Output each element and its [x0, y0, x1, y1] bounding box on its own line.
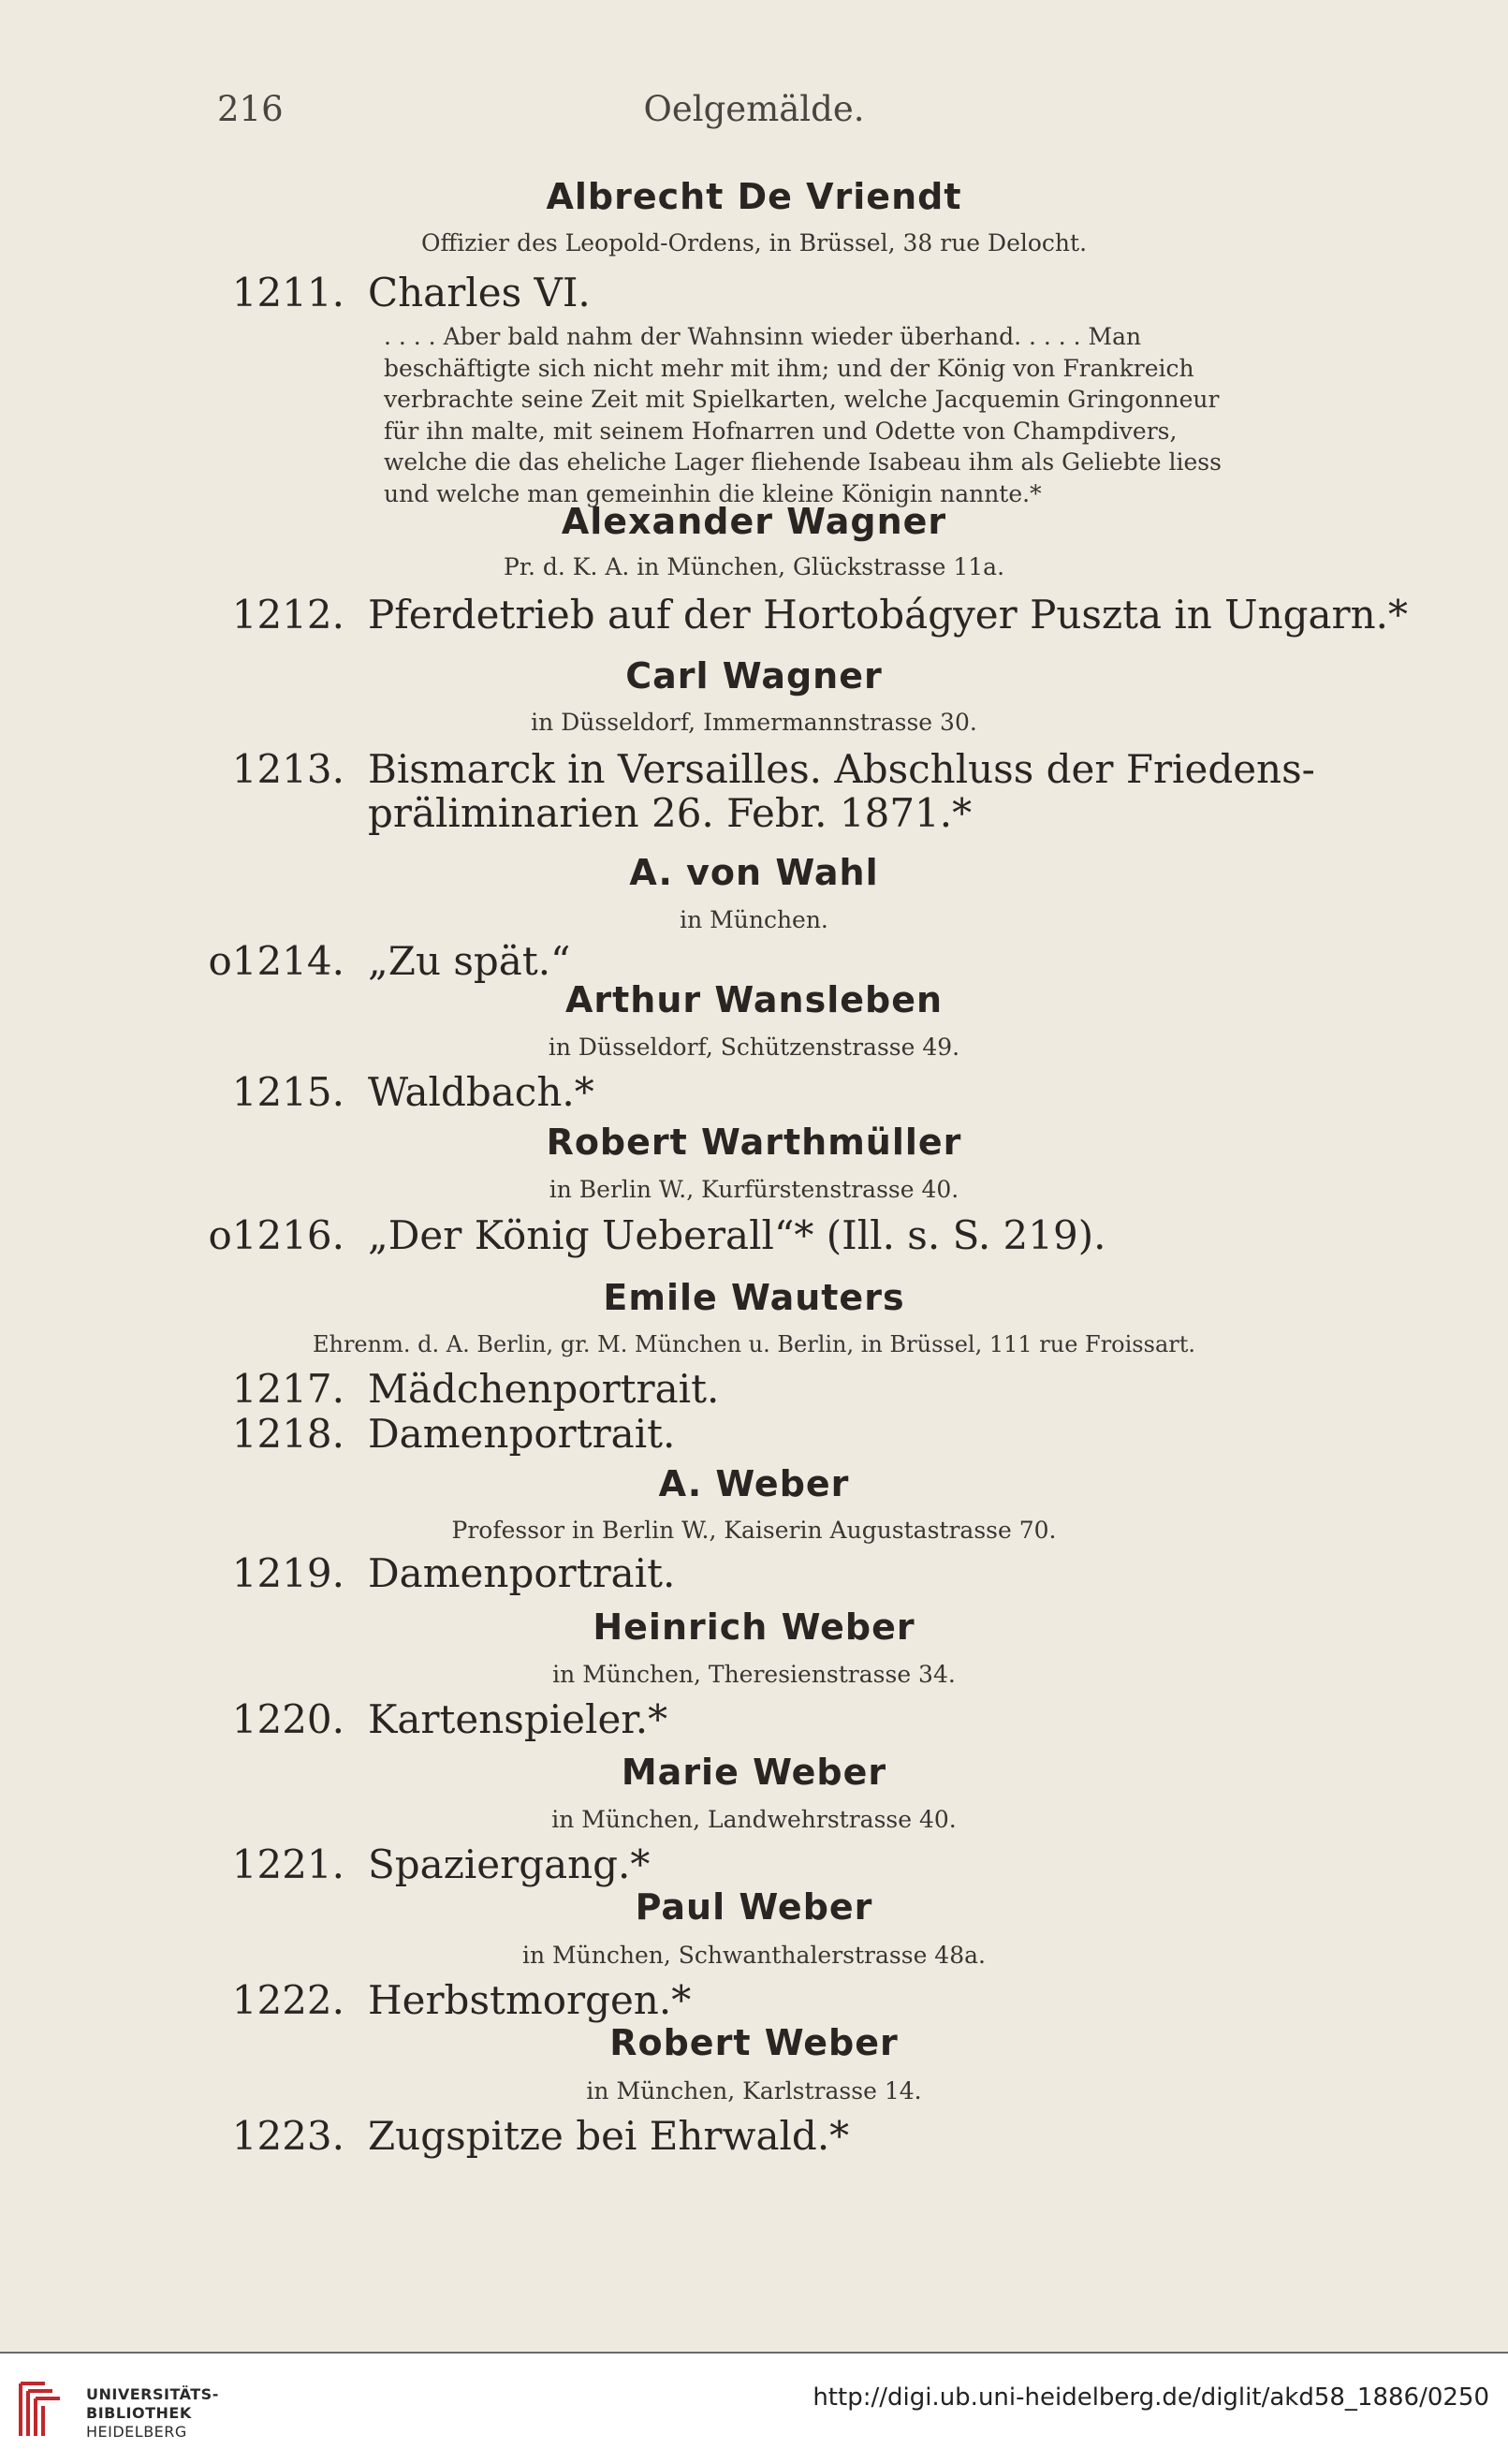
- entry-title: Charles VI.: [368, 270, 591, 315]
- library-name-line: HEIDELBERG: [86, 2423, 187, 2441]
- note-line: und welche man gemeinhin die kleine Königin nannte.*: [384, 479, 1042, 507]
- artist-address: Offizier des Leopold-Ordens, in Brüssel, 38 rue Delocht.: [420, 229, 1088, 257]
- entry-title: „Der König Ueberall“* (Ill. s. S. 219).: [368, 1212, 1106, 1258]
- entry-number: 1218.: [231, 1411, 344, 1457]
- entry-number: 1212.: [231, 592, 344, 638]
- artist-name: Albrecht De Vriendt: [546, 176, 962, 217]
- entry-title: Mädchenportrait.: [368, 1366, 720, 1412]
- artist-name: Emile Wauters: [603, 1277, 905, 1318]
- artist-address: in München, Schwanthalerstrasse 48a.: [522, 1942, 986, 1969]
- note-line: welche die das eheliche Lager fliehende Isabeau ihm als Geliebte liess: [384, 448, 1222, 476]
- artist-name: Carl Wagner: [625, 655, 883, 697]
- entry-number: 1222.: [231, 1977, 344, 2023]
- artist-address: in München, Theresienstrasse 34.: [552, 1661, 956, 1688]
- entry-title: Zugspitze bei Ehrwald.*: [368, 2113, 850, 2159]
- artist-name: Alexander Wagner: [561, 501, 947, 542]
- entry-number: o1214.: [208, 938, 344, 984]
- artist-address: in München, Karlstrasse 14.: [586, 2077, 922, 2105]
- page-title: Oelgemälde.: [643, 89, 865, 129]
- artist-name: Robert Warthmüller: [546, 1122, 962, 1163]
- artist-address: in München.: [680, 906, 828, 933]
- entry-title: Kartenspieler.*: [368, 1696, 668, 1742]
- artist-address: in Düsseldorf, Schützenstrasse 49.: [548, 1034, 960, 1061]
- note-line: beschäftigte sich nicht mehr mit ihm; und der König von Frankreich: [384, 354, 1194, 382]
- artist-address: in Düsseldorf, Immermannstrasse 30.: [531, 709, 977, 736]
- note-line: verbrachte seine Zeit mit Spielkarten, welche Jacquemin Gringonneur: [384, 386, 1220, 413]
- entry-title: „Zu spät.“: [368, 938, 571, 984]
- entry-number: 1223.: [231, 2113, 344, 2159]
- source-url-link[interactable]: http://digi.ub.uni-heidelberg.de/diglit/akd58_1886/0250: [813, 2383, 1489, 2412]
- entry-number: 1211.: [231, 270, 344, 315]
- entry-number: 1215.: [231, 1069, 344, 1115]
- artist-address: Ehrenm. d. A. Berlin, gr. M. München u. Berlin, in Brüssel, 111 rue Froissart.: [312, 1331, 1195, 1357]
- entry-title-continued: präliminarien 26. Febr. 1871.*: [368, 790, 973, 836]
- library-name-line: UNIVERSITÄTS-: [86, 2385, 219, 2403]
- entry-number: 1221.: [231, 1841, 344, 1887]
- artist-name: Robert Weber: [609, 2022, 899, 2063]
- entry-title: Waldbach.*: [368, 1069, 594, 1115]
- library-name-line: BIBLIOTHEK: [86, 2404, 192, 2422]
- entry-number: 1219.: [231, 1550, 344, 1596]
- entry-number: o1216.: [208, 1212, 344, 1258]
- entry-number: 1213.: [231, 746, 344, 792]
- artist-address: Professor in Berlin W., Kaiserin Augustastrasse 70.: [451, 1517, 1057, 1544]
- entry-title: Damenportrait.: [368, 1550, 676, 1596]
- entry-title: Pferdetrieb auf der Hortobágyer Puszta in Ungarn.*: [368, 592, 1409, 638]
- artist-name: A. von Wahl: [629, 852, 879, 893]
- entry-title: Spaziergang.*: [368, 1841, 651, 1887]
- artist-address: in München, Landwehrstrasse 40.: [551, 1806, 957, 1833]
- entry-note: [384, 321, 1421, 509]
- artist-name: Arthur Wansleben: [564, 979, 944, 1020]
- artist-address: in Berlin W., Kurfürstenstrasse 40.: [549, 1176, 959, 1203]
- artist-name: A. Weber: [658, 1463, 850, 1504]
- page-number: 216: [217, 89, 284, 129]
- library-logo-icon: [17, 2378, 64, 2442]
- entry-number: 1220.: [231, 1696, 344, 1742]
- entry-number: 1217.: [231, 1366, 344, 1412]
- artist-address: Pr. d. K. A. in München, Glückstrasse 11a.: [503, 553, 1005, 580]
- artist-name: Marie Weber: [621, 1752, 887, 1793]
- entry-title: Herbstmorgen.*: [368, 1977, 692, 2023]
- entry-title: Bismarck in Versailles. Abschluss der Friedens-: [368, 746, 1315, 792]
- entry-title: Damenportrait.: [368, 1411, 676, 1457]
- artist-name: Paul Weber: [635, 1886, 873, 1928]
- note-line: für ihn malte, mit seinem Hofnarren und Odette von Champdivers,: [384, 417, 1178, 445]
- note-line: . . . . Aber bald nahm der Wahnsinn wieder überhand. . . . . Man: [384, 323, 1142, 350]
- library-footer: [0, 2354, 1508, 2464]
- artist-name: Heinrich Weber: [593, 1606, 915, 1648]
